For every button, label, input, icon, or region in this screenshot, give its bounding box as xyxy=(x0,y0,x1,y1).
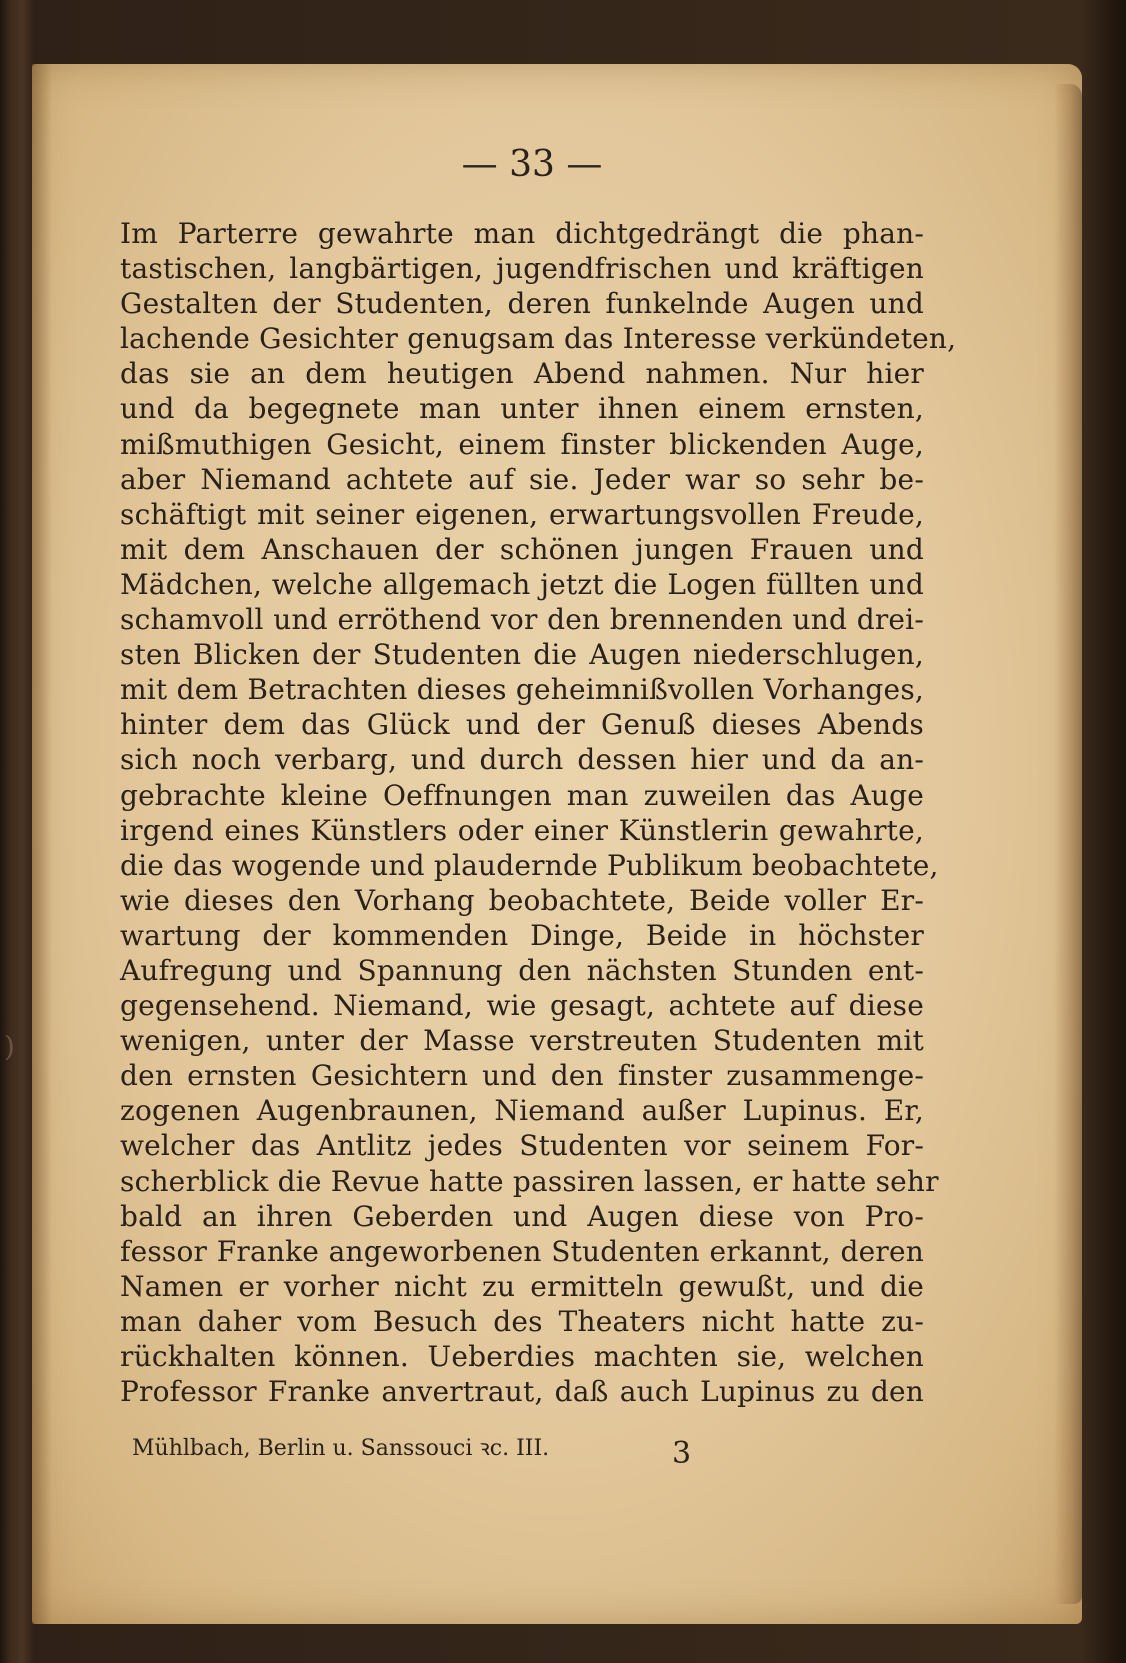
text-line: Aufregung und Spannung den nächsten Stunden ent- xyxy=(120,953,924,987)
text-line: Mädchen, welche allgemach jetzt die Logen füllten und xyxy=(120,567,924,601)
text-line: mit dem Betrachten dieses geheimnißvollen Vorhanges, xyxy=(120,673,924,707)
text-line: welcher das Antlitz jedes Studenten vor seinem For- xyxy=(120,1129,924,1163)
text-line: wenigen, unter der Masse verstreuten Studenten mit xyxy=(120,1024,924,1058)
text-line: das sie an dem heutigen Abend nahmen. Nur hier xyxy=(120,357,924,391)
text-line: irgend eines Künstlers oder einer Künstlerin gewahrte, xyxy=(120,813,924,847)
text-line: und da begegnete man unter ihnen einem ernsten, xyxy=(120,392,924,426)
text-line: man daher vom Besuch des Theaters nicht hatte zu- xyxy=(120,1304,924,1338)
text-line: den ernsten Gesichtern und den finster zusammenge- xyxy=(120,1059,924,1093)
text-line: schamvoll und erröthend vor den brennenden und drei- xyxy=(120,603,924,637)
text-line: Gestalten der Studenten, deren funkelnde Augen und xyxy=(120,287,924,321)
page-fold-shadow xyxy=(32,64,52,1624)
text-line: rückhalten können. Ueberdies machten sie, welchen xyxy=(120,1340,924,1373)
text-line: mit dem Anschauen der schönen jungen Frauen und xyxy=(120,532,924,566)
text-line: scherblick die Revue hatte passiren lassen, er hatte sehr xyxy=(120,1164,939,1198)
text-line: schäftigt mit seiner eigenen, erwartungsvollen Freude, xyxy=(120,497,924,531)
signature-line: Mühlbach, Berlin u. Sanssouci ꝛc. III. xyxy=(132,1436,550,1461)
text-line: gegensehend. Niemand, wie gesagt, achtete auf diese xyxy=(120,989,924,1023)
gutter-mark: ) xyxy=(4,1030,15,1063)
text-line: wartung der kommenden Dinge, Beide in höchster xyxy=(120,918,924,952)
text-line: lachende Gesichter genugsam das Interesse verkündeten, xyxy=(120,322,957,356)
text-line: hinter dem das Glück und der Genuß dieses Abends xyxy=(120,708,924,742)
text-line: bald an ihren Geberden und Augen diese von Pro- xyxy=(120,1199,924,1233)
sheet-signature-number: 3 xyxy=(672,1436,692,1471)
page-number-header: — 33 — xyxy=(461,144,603,185)
text-line: sten Blicken der Studenten die Augen niederschlugen, xyxy=(120,638,924,672)
text-line: die das wogende und plaudernde Publikum beobachtete, xyxy=(120,848,939,882)
text-line: fessor Franke angeworbenen Studenten erkannt, deren xyxy=(120,1234,924,1268)
text-line: aber Niemand achtete auf sie. Jeder war so sehr be- xyxy=(120,462,924,496)
text-line: Namen er vorher nicht zu ermitteln gewußt, und die xyxy=(120,1269,924,1303)
page-edge-shadow xyxy=(1054,84,1082,1604)
text-line: zogenen Augenbraunen, Niemand außer Lupinus. Er, xyxy=(120,1094,924,1128)
text-line: mißmuthigen Gesicht, einem finster blickenden Auge, xyxy=(120,427,924,461)
text-line: sich noch verbarg, und durch dessen hier und da an- xyxy=(120,743,924,777)
book-page xyxy=(32,64,1082,1624)
text-line: wie dieses den Vorhang beobachtete, Beide voller Er- xyxy=(120,883,924,917)
text-line: Professor Franke anvertraut, daß auch Lupinus zu den xyxy=(120,1375,924,1409)
text-line: tastischen, langbärtigen, jugendfrischen und kräftigen xyxy=(120,252,924,286)
text-line: Im Parterre gewahrte man dichtgedrängt die phan- xyxy=(120,217,924,250)
body-text xyxy=(120,216,957,1409)
text-line: gebrachte kleine Oeffnungen man zuweilen das Auge xyxy=(120,778,924,812)
